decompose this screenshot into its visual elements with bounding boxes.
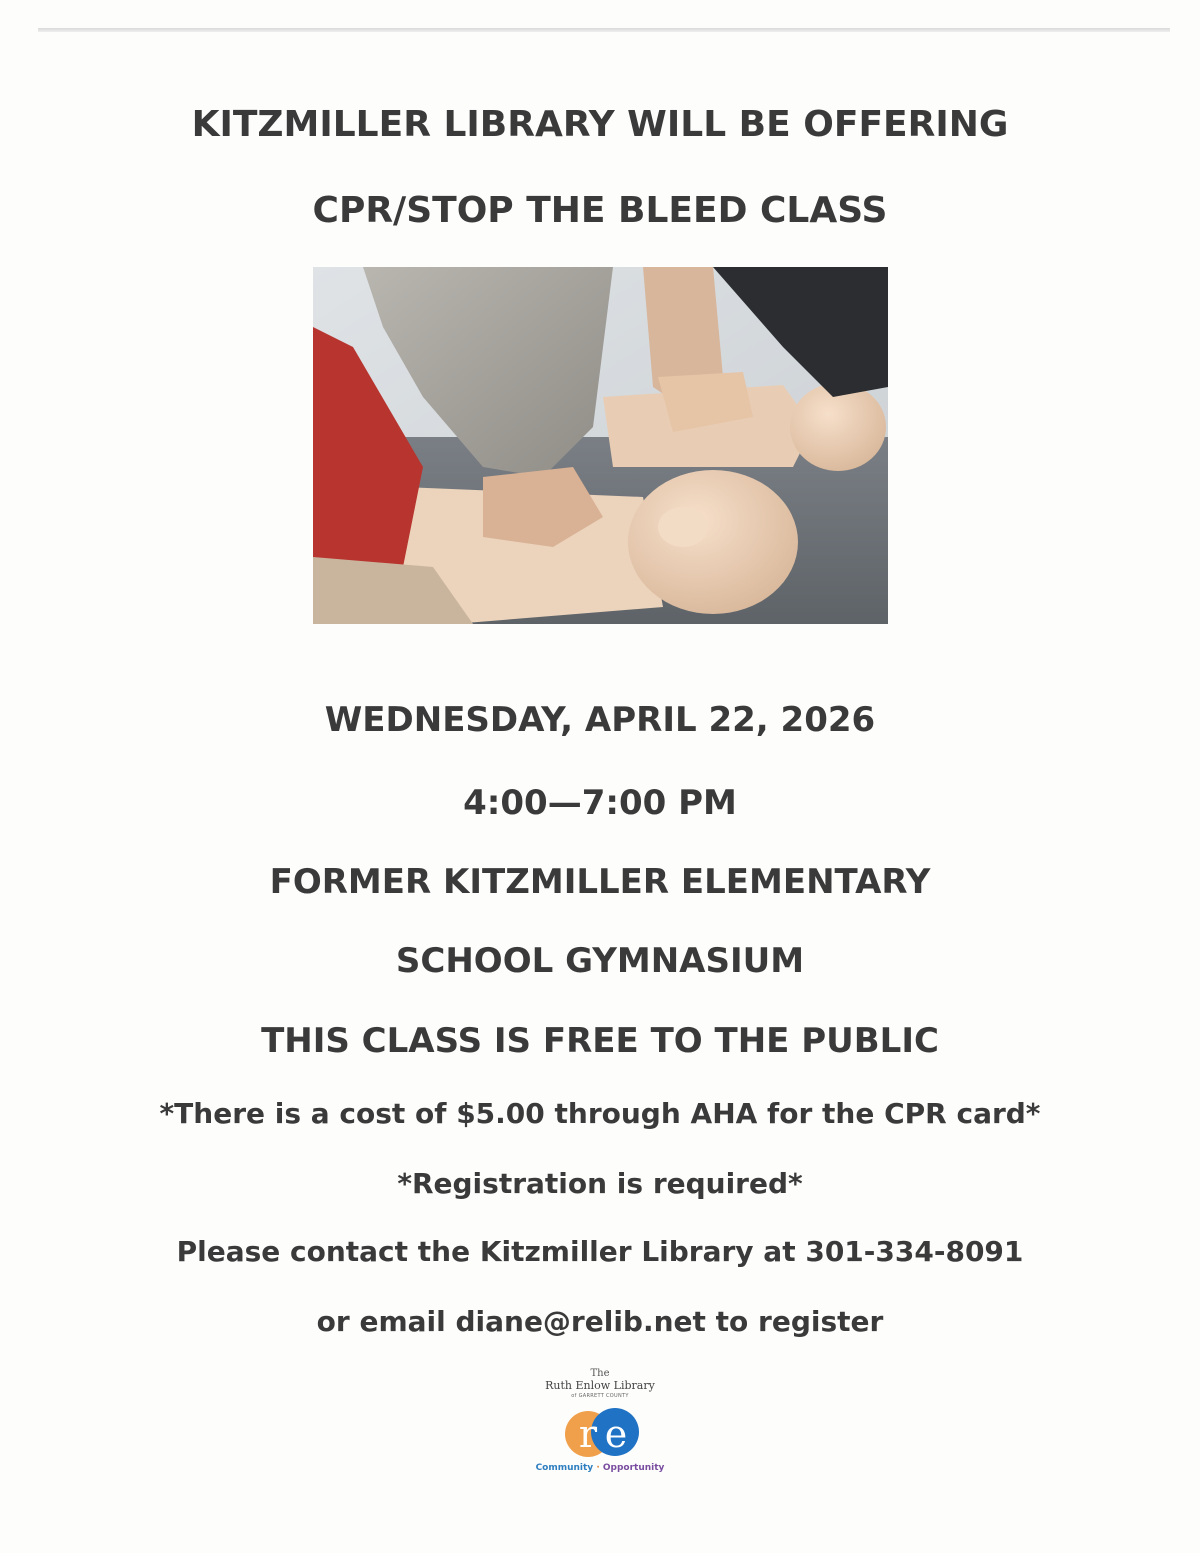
registration-note: *Registration is required* — [397, 1167, 803, 1200]
cost-note: *There is a cost of $5.00 through AHA for the CPR card* — [159, 1097, 1041, 1130]
logo-library-name: Ruth Enlow Library — [545, 1379, 655, 1392]
re-logo-icon — [548, 1400, 652, 1460]
logo-the-text: The — [590, 1368, 610, 1379]
event-venue-line-2: SCHOOL GYMNASIUM — [395, 941, 805, 981]
logo-tagline-separator: · — [596, 1463, 600, 1473]
scan-edge — [38, 28, 1170, 32]
svg-text:r: r — [578, 1412, 598, 1456]
library-logo — [520, 1368, 680, 1478]
event-venue-line-1: FORMER KITZMILLER ELEMENTARY — [269, 862, 931, 902]
logo-tagline-right: Opportunity — [602, 1463, 665, 1473]
free-notice: THIS CLASS IS FREE TO THE PUBLIC — [261, 1021, 939, 1061]
flyer-title-line-2: CPR/STOP THE BLEED CLASS — [312, 190, 888, 231]
event-date: WEDNESDAY, APRIL 22, 2026 — [324, 700, 876, 740]
flyer-title-line-1: KITZMILLER LIBRARY WILL BE OFFERING — [191, 104, 1009, 145]
svg-text:e: e — [604, 1412, 628, 1456]
cpr-training-photo — [313, 267, 888, 624]
logo-tagline-left: Community — [535, 1463, 594, 1473]
event-time: 4:00—7:00 PM — [463, 783, 737, 823]
email-line: or email diane@relib.net to register — [316, 1305, 884, 1338]
logo-tagline — [520, 1463, 680, 1473]
contact-line: Please contact the Kitzmiller Library at 301-334-8091 — [176, 1235, 1024, 1268]
logo-county-text: of GARRETT COUNTY — [571, 1393, 629, 1399]
